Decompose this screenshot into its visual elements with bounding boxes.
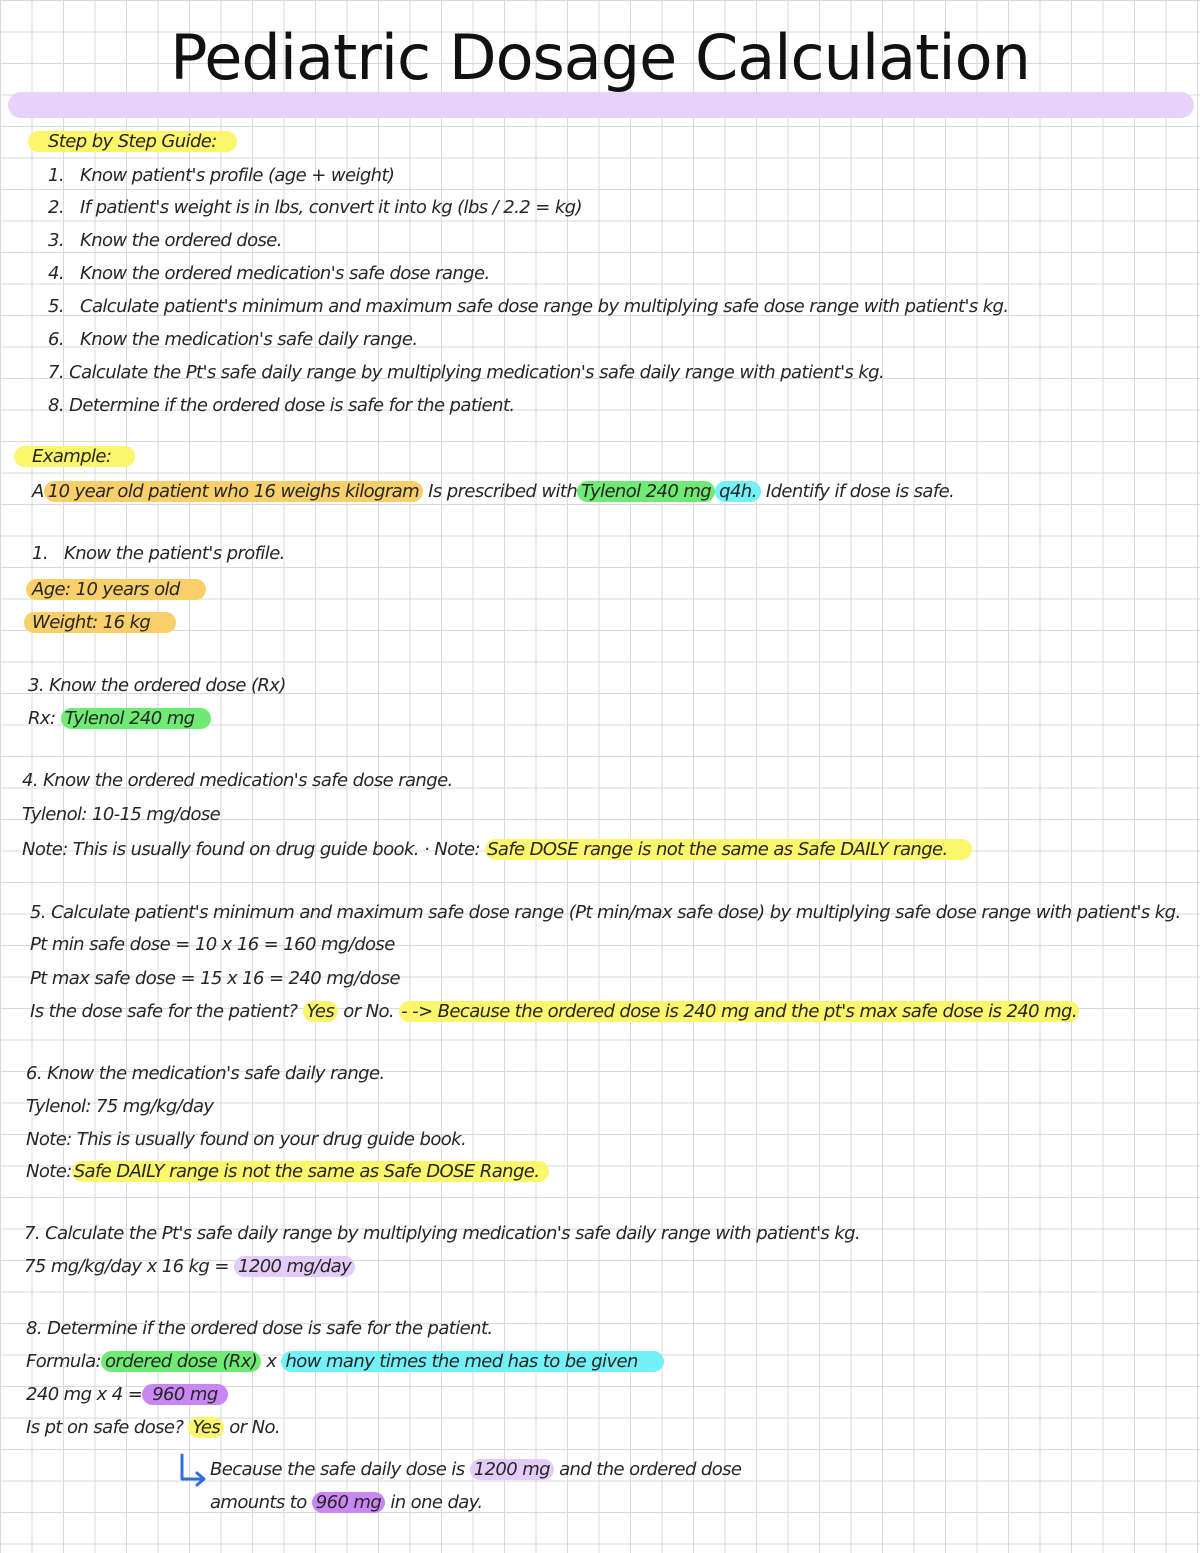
min-safe-dose: Pt min safe dose = 10 x 16 = 160 mg/dose (30, 934, 395, 955)
section1-heading: 1. Know the patient's profile. (32, 543, 285, 564)
rx-highlight: Tylenol 240 mg (61, 708, 211, 729)
reason-highlight: - -> Because the ordered dose is 240 mg and the pt's max safe dose is 240 mg. (401, 1001, 1078, 1022)
because-line: Because the safe daily dose is 1200 mg and the ordered dose (210, 1459, 742, 1480)
because-dose-highlight: 1200 mg (470, 1459, 554, 1480)
safe-dose-range: Tylenol: 10-15 mg/dose (22, 804, 221, 825)
amounts-line: amounts to 960 mg in one day. (210, 1492, 483, 1513)
example-intro: A 10 year old patient who 16 weighs kilogram Is prescribed with Tylenol 240 mg q4h. Identify if dose is safe. (32, 481, 955, 502)
drug-highlight: Tylenol 240 mg (577, 481, 715, 502)
section5-answer: Is the dose safe for the patient? Yes or No. - -> Because the ordered dose is 240 mg and the pt's max safe dose is 240 mg. (30, 1001, 1078, 1022)
section6-note1: Note: This is usually found on your drug guide book. (26, 1129, 467, 1150)
section6-heading: 6. Know the medication's safe daily range. (26, 1063, 385, 1084)
section3-heading: 3. Know the ordered dose (Rx) (28, 675, 286, 696)
section4-heading: 4. Know the ordered medication's safe dose range. (22, 770, 453, 791)
patient-highlight: 10 year old patient who 16 weighs kilogram (44, 481, 423, 502)
section5-heading: 5. Calculate patient's minimum and maximum safe dose range (Pt min/max safe dose) by multiplying safe dose range with patient's kg. (30, 902, 1181, 923)
section8-calc: 240 mg x 4 = 960 mg (26, 1381, 228, 1409)
guide-step: 4. Know the ordered medication's safe dose range. (48, 263, 490, 284)
note-highlight: Safe DOSE range is not the same as Safe DAILY range. (485, 839, 972, 860)
curved-arrow-icon (178, 1453, 210, 1489)
guide-step: 8. Determine if the ordered dose is safe for the patient. (48, 395, 515, 416)
section7-calc: 75 mg/kg/day x 16 kg = 1200 mg/day (24, 1253, 355, 1281)
guide-step: 1. Know patient's profile (age + weight) (48, 165, 395, 186)
guide-step: 5. Calculate patient's minimum and maximum safe dose range by multiplying safe dose range with patient's kg. (48, 296, 1009, 317)
patient-weight: Weight: 16 kg (24, 609, 176, 637)
calc-result-highlight: 960 mg (142, 1384, 227, 1405)
section8-answer: Is pt on safe dose? Yes or No. (26, 1417, 280, 1438)
guide-heading: Step by Step Guide: (28, 128, 237, 156)
note2-highlight: Safe DAILY range is not the same as Safe DOSE Range. (72, 1161, 550, 1182)
section8-heading: 8. Determine if the ordered dose is safe for the patient. (26, 1318, 493, 1339)
patient-age: Age: 10 years old (26, 576, 206, 604)
yes-highlight: Yes (188, 1417, 224, 1438)
page-title: Pediatric Dosage Calculation (170, 21, 1030, 94)
amounts-dose-highlight: 960 mg (312, 1492, 385, 1513)
formula-line: Formula: ordered dose (Rx) x how many times the med has to be given (26, 1348, 664, 1376)
section7-heading: 7. Calculate the Pt's safe daily range by multiplying medication's safe daily range with patient's kg. (24, 1223, 861, 1244)
yes-highlight: Yes (303, 1001, 339, 1022)
guide-step: 7. Calculate the Pt's safe daily range by multiplying medication's safe daily range with patient's kg. (48, 362, 885, 383)
max-safe-dose: Pt max safe dose = 15 x 16 = 240 mg/dose (30, 968, 400, 989)
guide-step: 3. Know the ordered dose. (48, 230, 282, 251)
guide-step: 6. Know the medication's safe daily range. (48, 329, 418, 350)
section4-note: Note: This is usually found on drug guide book. · Note: Safe DOSE range is not the same as Safe DAILY range. (22, 836, 972, 864)
safe-daily-range: Tylenol: 75 mg/kg/day (26, 1096, 214, 1117)
section6-note2: Note: Safe DAILY range is not the same as Safe DOSE Range. (26, 1158, 549, 1186)
frequency-highlight: q4h. (715, 481, 761, 502)
formula-b-highlight: how many times the med has to be given (281, 1351, 663, 1372)
guide-step: 2. If patient's weight is in lbs, convert it into kg (lbs / 2.2 = kg) (48, 197, 582, 218)
rx-line: Rx: Tylenol 240 mg (28, 705, 211, 733)
daily-result-highlight: 1200 mg/day (234, 1256, 355, 1277)
formula-a-highlight: ordered dose (Rx) (101, 1351, 261, 1372)
example-heading: Example: (14, 443, 135, 471)
